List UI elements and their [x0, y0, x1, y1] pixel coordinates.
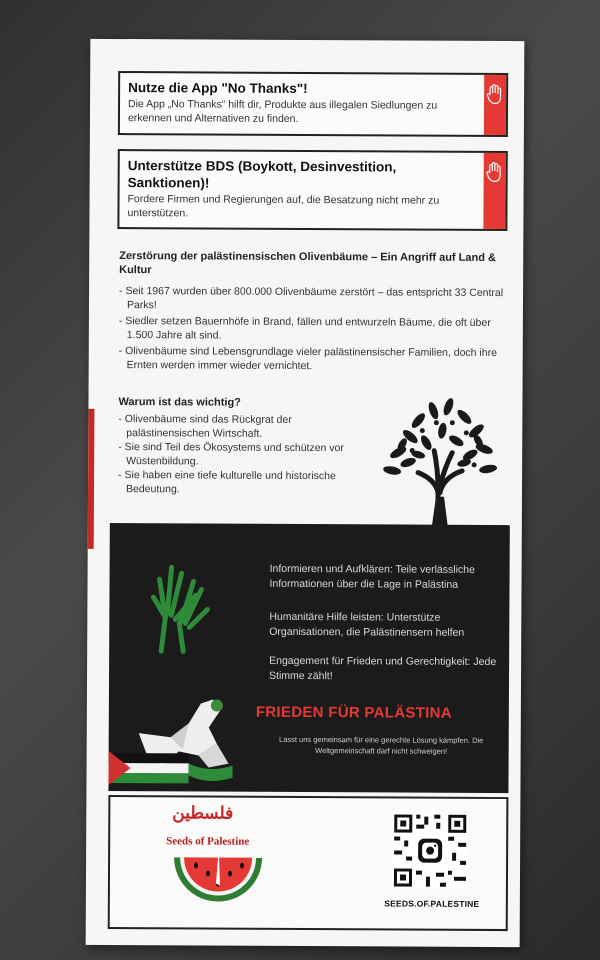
frieden-headline: FRIEDEN FÜR PALÄSTINA	[255, 703, 452, 722]
bds-box	[117, 149, 507, 231]
action-panel	[108, 523, 509, 793]
qr-label: SEEDS.OF.PALESTINE	[384, 898, 480, 909]
why-section-title: Warum ist das wichtig?	[118, 396, 241, 409]
footer-box	[108, 795, 509, 931]
no-thanks-title: Nutze die App "No Thanks"!	[128, 80, 308, 97]
hand-stop-icon	[486, 161, 504, 183]
list-item: - Olivenbäume sind das Rückgrat der palästinensischen Wirtschaft.	[118, 413, 292, 440]
watermelon-icon	[172, 853, 264, 903]
info-educate: Informieren und Aufklären: Teile verlässliche Informationen über die Lage in Palästina	[269, 562, 475, 591]
list-item: - Sie haben eine tiefe kulturelle und historische Bedeutung.	[118, 469, 336, 495]
qr-code-icon[interactable]	[392, 812, 468, 888]
hand-stop-icon	[486, 83, 504, 105]
dove-flag-icon	[108, 693, 249, 790]
info-humanitarian: Humanitäre Hilfe leisten: Unterstütze Organisationen, die Palästinensern helfen	[269, 610, 465, 639]
hand-tab	[483, 153, 505, 229]
bds-title: Unterstütze BDS (Boykott, Desinvestition, Sanktionen)!	[127, 158, 397, 191]
list-item: - Seit 1967 wurden über 800.000 Olivenbäume zerstört – das entspricht 33 Central Parks!	[119, 285, 504, 311]
why-important-section	[118, 395, 369, 498]
flyer	[86, 39, 525, 947]
olive-tree-icon	[378, 392, 503, 527]
list-item: - Sie sind Teil des Ökosystems und schützen vor Wüstenbildung.	[118, 441, 344, 467]
list-item: - Siedler setzen Bauernhöfe in Brand, fällen und entwurzeln Bäume, die oft über 1.500 Jahre alt sind.	[118, 315, 491, 342]
info-engagement: Engagement für Frieden und Gerechtigkeit: Jede Stimme zählt!	[269, 654, 497, 683]
olive-destruction-section	[119, 249, 510, 377]
solidarity-note: Lasst uns gemeinsam für eine gerechte Lösung kämpfen. Die Weltgemeinschaft darf nicht schweigen!	[279, 734, 484, 756]
no-thanks-body: Die App „No Thanks“ hilft dir, Produkte aus illegalen Siedlungen zu erkennen und Alternativen zu finden.	[127, 98, 438, 125]
olive-section-title: Zerstörung der palästinensischen Olivenbäume – Ein Angriff auf Land & Kultur	[119, 250, 496, 277]
red-edge-strip	[88, 409, 95, 549]
hand-tab	[484, 75, 506, 135]
seeds-label: Seeds of Palestine	[166, 835, 250, 848]
arabic-logo: فلسطين	[172, 803, 234, 824]
bds-body: Fordere Firmen und Regierungen auf, die Besatzung nicht mehr zu unterstützen.	[127, 193, 440, 219]
hands-icon	[143, 559, 214, 655]
list-item: - Olivenbäume sind Lebensgrundlage vieler palästinensischer Familien, doch ihre Ernten werden immer wieder vernichtet.	[118, 345, 497, 372]
no-thanks-box	[118, 71, 508, 137]
